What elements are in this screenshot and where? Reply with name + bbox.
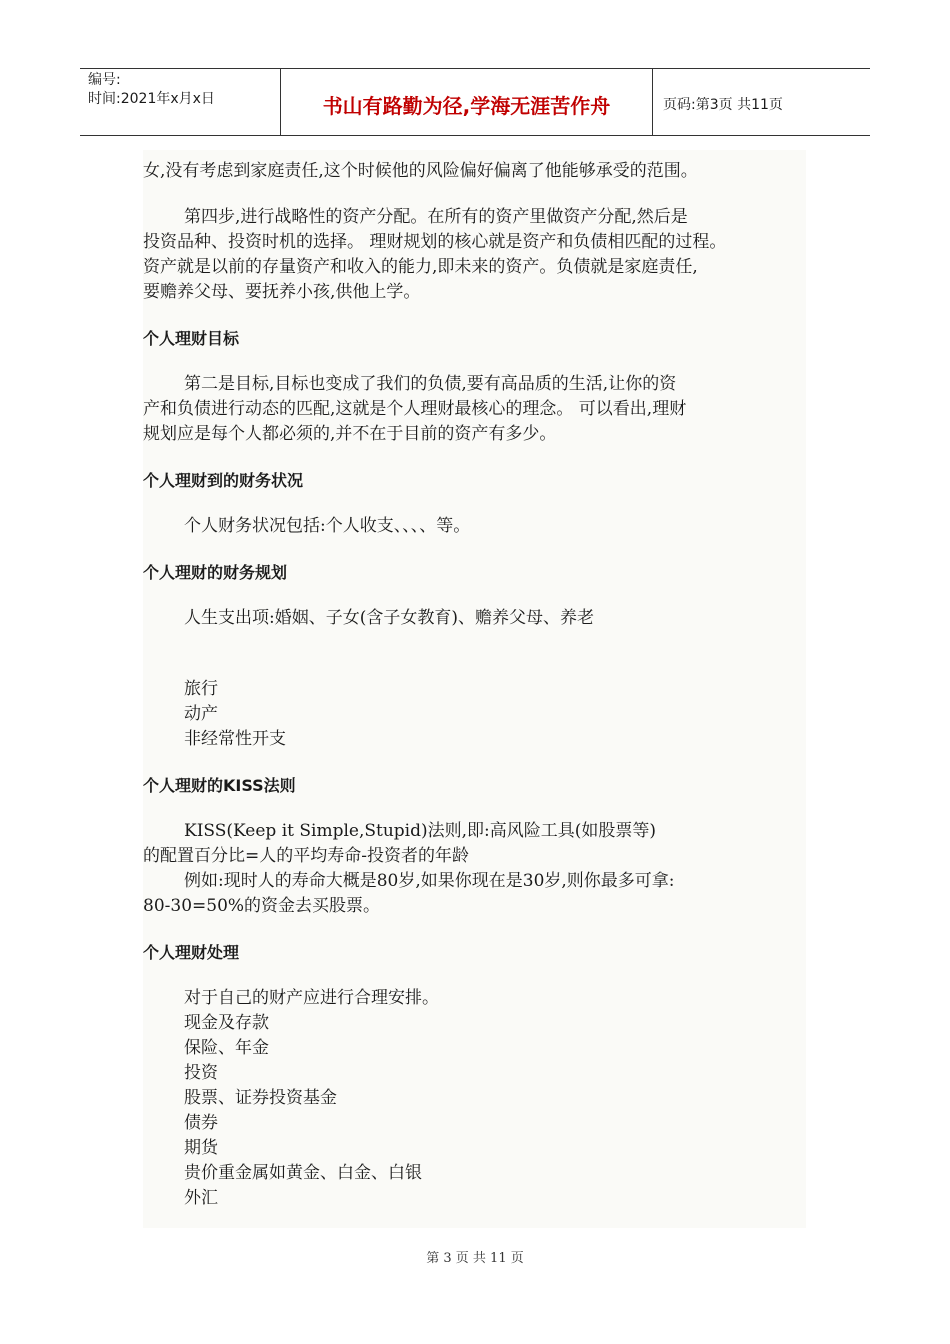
- paragraph: 对于自己的财产应进行合理安排。: [184, 988, 439, 1008]
- paragraph: 投资品种、投资时机的选择。 理财规划的核心就是资产和负债相匹配的过程。: [143, 232, 727, 252]
- paragraph: 女,没有考虑到家庭责任,这个时候他的风险偏好偏离了他能够承受的范围。: [143, 161, 698, 181]
- list-item: 现金及存款: [184, 1013, 269, 1033]
- header-meta: [80, 69, 281, 135]
- paragraph: 第二是目标,目标也变成了我们的负债,要有高品质的生活,让你的资: [184, 374, 677, 394]
- document-body: [143, 150, 806, 1228]
- list-item: 非经常性开支: [184, 729, 286, 749]
- paragraph: 规划应是每个人都必须的,并不在于目前的资产有多少。: [143, 424, 557, 444]
- section-heading: 个人理财的财务规划: [143, 563, 288, 582]
- paragraph: 80-30=50%的资金去买股票。: [143, 896, 381, 916]
- section-heading: 个人理财到的财务状况: [143, 471, 304, 490]
- header-table: [80, 68, 870, 136]
- list-item: 动产: [184, 704, 218, 724]
- section-heading: 个人理财目标: [143, 329, 240, 348]
- paragraph: 要赡养父母、要抚养小孩,供他上学。: [143, 282, 421, 302]
- paragraph: 资产就是以前的存量资产和收入的能力,即未来的资产。负债就是家庭责任,: [143, 257, 698, 277]
- list-item: 期货: [184, 1138, 218, 1158]
- paragraph: 产和负债进行动态的匹配,这就是个人理财最核心的理念。 可以看出,理财: [143, 399, 687, 419]
- paragraph: 例如:现时人的寿命大概是80岁,如果你现在是30岁,则你最多可拿:: [184, 871, 675, 891]
- header-page-info: 页码:第3页 共11页: [663, 97, 783, 113]
- page-footer: 第 3 页 共 11 页: [426, 1251, 524, 1266]
- list-item: 外汇: [184, 1188, 218, 1208]
- list-item: 贵价重金属如黄金、白金、白银: [184, 1163, 422, 1183]
- section-heading: 个人理财的KISS法则: [143, 776, 296, 795]
- list-item: 旅行: [184, 679, 218, 699]
- list-item: 股票、证券投资基金: [184, 1088, 337, 1108]
- paragraph: 人生支出项:婚姻、子女(含子女教育)、赡养父母、养老: [184, 608, 594, 628]
- section-heading: 个人理财处理: [143, 943, 240, 962]
- paragraph: 个人财务状况包括:个人收支、、、、等。: [184, 516, 471, 536]
- list-item: 保险、年金: [184, 1038, 269, 1058]
- paragraph: 的配置百分比=人的平均寿命-投资者的年龄: [143, 846, 469, 866]
- list-item: 债券: [184, 1113, 218, 1133]
- list-item: 投资: [184, 1063, 218, 1083]
- paragraph: 第四步,进行战略性的资产分配。在所有的资产里做资产分配,然后是: [184, 207, 688, 227]
- number-label: 编号:: [88, 72, 121, 88]
- header-motto: 书山有路勤为径,学海无涯苦作舟: [281, 69, 653, 135]
- time-label: 时间:2021年x月x日: [88, 91, 215, 107]
- paragraph: KISS(Keep it Simple,Stupid)法则,即:高风险工具(如股票等): [184, 821, 657, 841]
